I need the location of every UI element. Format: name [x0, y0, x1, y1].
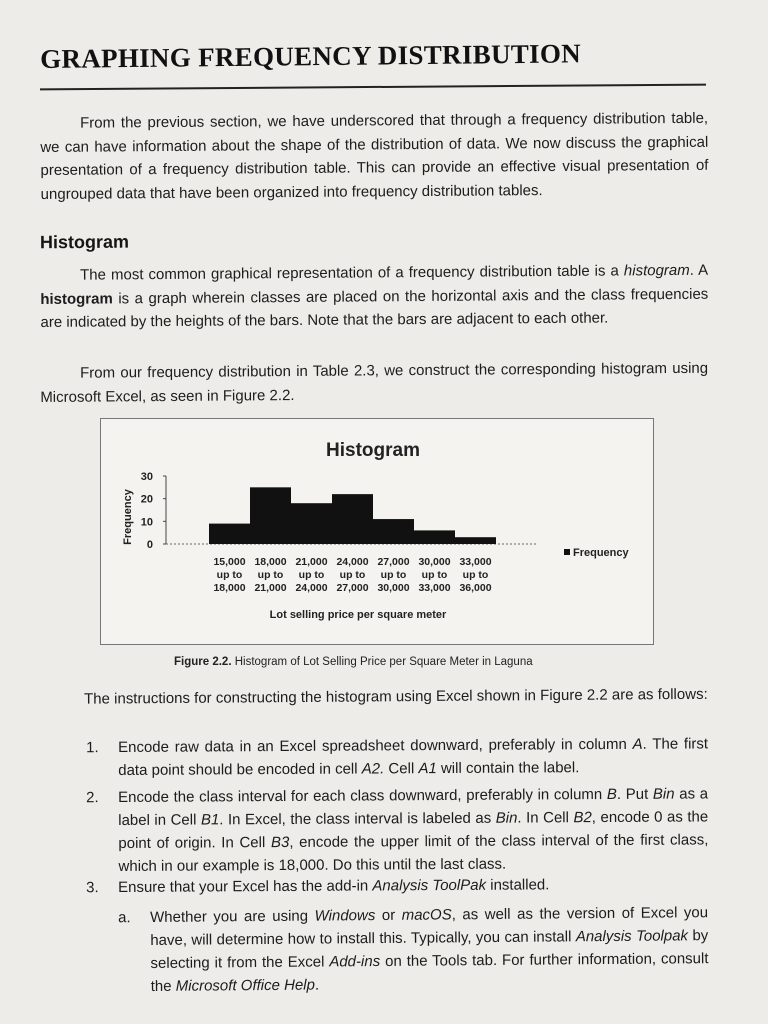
step-number: a.	[118, 909, 131, 927]
histogram-bar	[455, 537, 496, 544]
histogram-chart	[101, 419, 653, 644]
emphasis-text: Analysis ToolPak	[372, 876, 487, 895]
step-text: Whether you are using	[150, 907, 315, 926]
step-text: Ensure that your Excel has the add-in	[118, 877, 373, 896]
y-tick-label: 20	[140, 493, 153, 506]
emphasis-text: B1	[200, 811, 220, 829]
x-category-label: 36,000	[459, 582, 492, 594]
instruction-step	[86, 732, 709, 782]
histogram-bar	[373, 519, 414, 544]
step-text: . Put	[616, 785, 653, 803]
step-text: as a label in Cell	[118, 785, 709, 829]
step-text: , as well as the version of Excel you have, will determine how to install this. Typically, you can install	[150, 904, 709, 949]
x-category-label: 30,000	[377, 582, 410, 594]
def-term-bold: histogram	[40, 289, 113, 308]
x-category-label: 33,000	[418, 582, 451, 594]
x-category-label: 24,000	[295, 582, 328, 594]
caption-text: Histogram of Lot Selling Price per Square Meter in Laguna	[231, 656, 533, 668]
x-category-label: 30,000	[418, 556, 451, 568]
legend-swatch	[564, 549, 570, 555]
step-text: Encode the class interval for each class downward, preferably in column	[118, 786, 607, 806]
emphasis-text: Windows	[314, 907, 376, 925]
step-text: installed.	[485, 876, 550, 894]
histogram-definition-paragraph	[40, 259, 709, 335]
x-category-label: up to	[421, 569, 448, 581]
x-category-label: 27,000	[336, 582, 369, 594]
emphasis-text: Analysis Toolpak	[575, 927, 689, 946]
step-text: Encode raw data in an Excel spreadsheet downward, preferably in column	[118, 735, 633, 756]
page-heading: GRAPHING FREQUENCY DISTRIBUTION	[40, 38, 582, 74]
section-heading-histogram: Histogram	[39, 231, 130, 253]
def-term-italic: histogram	[623, 261, 690, 280]
instruction-substep	[118, 901, 709, 998]
def-text-2: . A	[689, 261, 709, 279]
step-text: . The first data point should be encoded in cell	[118, 735, 709, 779]
step-number: 2.	[86, 789, 99, 807]
x-category-label: 21,000	[254, 582, 287, 594]
heading-rule	[40, 84, 706, 91]
emphasis-text: B3	[270, 833, 290, 852]
x-category-label: up to	[257, 569, 284, 581]
chart-title: Histogram	[326, 440, 420, 461]
emphasis-text: Bin	[652, 785, 675, 803]
y-tick-label: 0	[146, 539, 153, 551]
emphasis-text: macOS	[401, 906, 452, 924]
step-text: or	[375, 906, 402, 925]
figure-caption	[174, 656, 533, 668]
x-category-label: 18,000	[213, 582, 246, 594]
step-number: 1.	[86, 739, 99, 757]
emphasis-text: Microsoft Office Help	[175, 976, 316, 995]
x-category-label: 21,000	[295, 556, 328, 568]
def-text-3: is a graph wherein classes are placed on the horizontal axis and the class frequencies are indicated by the heights of the bars. Note that the bars are adjacent to each other.	[40, 285, 709, 331]
legend-label: Frequency	[573, 547, 629, 559]
x-category-label: 33,000	[459, 556, 492, 568]
histogram-bar	[332, 494, 373, 544]
x-category-label: up to	[380, 569, 407, 581]
x-category-label: up to	[298, 569, 325, 581]
x-category-label: 18,000	[254, 556, 287, 568]
step-text: . In Cell	[517, 809, 574, 827]
emphasis-text: Add-ins	[329, 952, 381, 971]
step-text: by selecting it from the Excel	[150, 927, 709, 972]
x-category-label: 27,000	[377, 556, 410, 568]
y-axis-label: Frequency	[122, 489, 134, 545]
instructions-intro: The instructions for constructing the histogram using Excel shown in Figure 2.2 are as follows:	[84, 685, 708, 708]
histogram-bar	[209, 524, 250, 544]
histogram-bar	[250, 487, 291, 544]
intro-paragraph: From the previous section, we have underscored that through a frequency distribution table, we can have information about the shape of the distribution of data. We now discuss the graphical presentation of a frequency distribution table. This can provide an effective visual presentation of ungrouped data that have been organized into frequency distribution tables.	[40, 109, 709, 203]
x-category-label: 24,000	[336, 556, 369, 568]
emphasis-text: Bin	[495, 809, 518, 827]
step-text: on the Tools tab. For further information, consult the	[150, 950, 709, 995]
instruction-step	[86, 872, 708, 899]
step-text: , encode 0 as the point of origin. In Cell	[118, 808, 709, 852]
emphasis-text: A1	[418, 760, 437, 778]
emphasis-text: A	[632, 735, 643, 753]
x-axis-label: Lot selling price per square meter	[269, 609, 447, 621]
x-category-label: 15,000	[213, 556, 246, 568]
step-text: .	[314, 976, 320, 994]
emphasis-text: B2	[573, 809, 592, 827]
x-category-label: up to	[216, 569, 243, 581]
y-tick-label: 30	[140, 471, 153, 483]
histogram-bar	[291, 503, 332, 544]
emphasis-text: B	[606, 785, 617, 804]
histogram-figure	[100, 418, 654, 645]
instruction-step	[86, 782, 709, 878]
histogram-bar	[414, 530, 455, 544]
x-category-label: up to	[462, 569, 489, 581]
step-number: 3.	[86, 879, 99, 897]
figure-intro-paragraph: From our frequency distribution in Table 2.3, we construct the corresponding histogram using Microsoft Excel, as seen in Figure 2.2.	[40, 359, 709, 406]
y-tick-label: 10	[140, 516, 153, 529]
step-text: . In Excel, the class interval is labeled as	[219, 809, 496, 829]
emphasis-text: A2.	[361, 760, 385, 778]
step-text: Cell	[384, 760, 419, 778]
def-text-1: The most common graphical representation of a frequency distribution table is a	[80, 262, 624, 284]
step-text: will contain the label.	[436, 759, 580, 778]
step-text: , encode the upper limit of the class interval of the first class, which in our example is 18,000. Do this until the last class.	[118, 831, 709, 875]
caption-label: Figure 2.2.	[174, 656, 232, 668]
x-category-label: up to	[339, 569, 366, 581]
